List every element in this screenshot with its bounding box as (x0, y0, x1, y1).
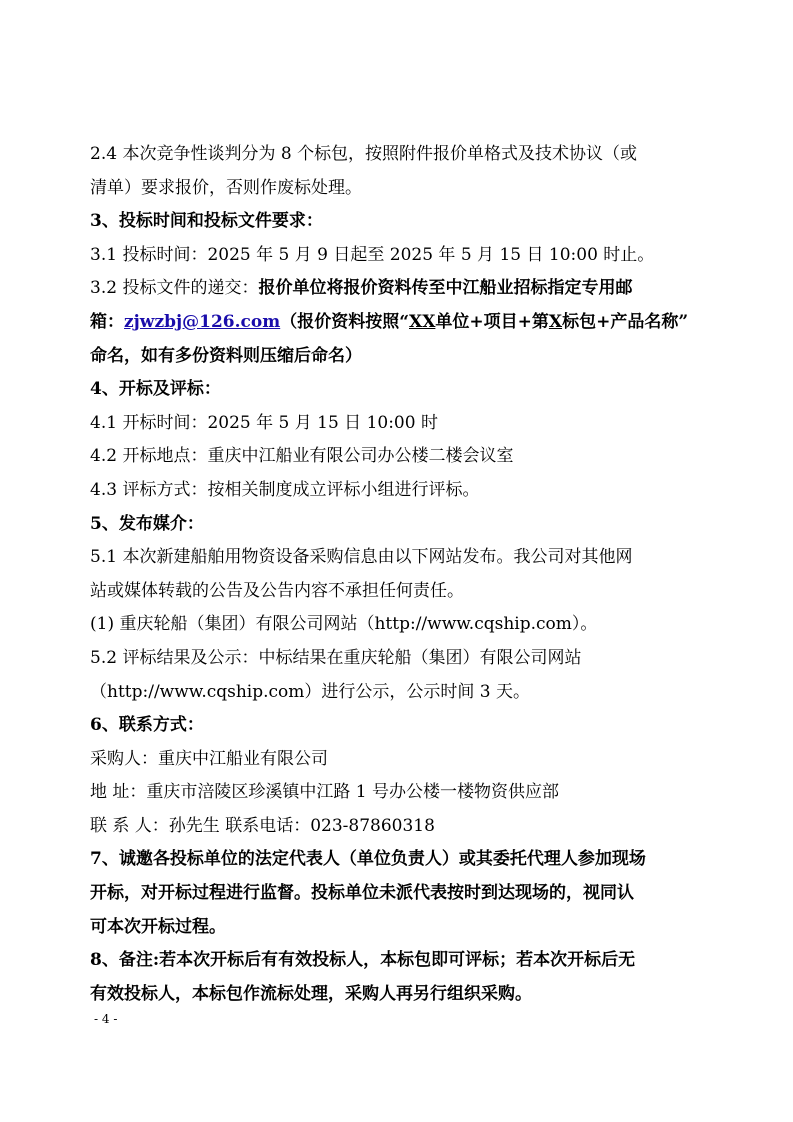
s32-line2-c: 标包+产品名称” (562, 311, 689, 332)
text-line: 可本次开标过程。 (90, 916, 226, 937)
section-intro (90, 138, 710, 272)
text-line: 5、发布媒介： (90, 513, 204, 534)
text-line: 3.1 投标时间：2025 年 5 月 9 日起至 2025 年 5 月 15 日 10:00 时止。 (90, 244, 655, 265)
s32-xx: XX (409, 311, 436, 332)
text-line: 开标，对开标过程进行监督。投标单位未派代表按时到达现场的，视同认 (90, 883, 634, 904)
text-line: 7、诚邀各投标单位的法定代表人（单位负责人）或其委托代理人参加现场 (90, 849, 646, 870)
s32-line2-b: 单位+项目+第 (435, 311, 549, 332)
text-line: （http://www.cqship.com）进行公示，公示时间 3 天。 (90, 681, 531, 702)
text-line: 5.2 评标结果及公示：中标结果在重庆轮船（集团）有限公司网站 (90, 647, 582, 668)
s32-prefix: 3.2 投标文件的递交： (90, 278, 259, 299)
line-3-2-naming: 命名，如有多份资料则压缩后命名） (90, 345, 362, 366)
text-line: (1) 重庆轮船（集团）有限公司网站（http://www.cqship.com）。 (90, 614, 598, 635)
document-body (90, 138, 710, 1011)
email-link[interactable]: zjwzbj@126.com (124, 311, 281, 332)
text-line: 采购人：重庆中江船业有限公司 (90, 748, 328, 769)
text-line: 站或媒体转载的公告及公告内容不承担任何责任。 (90, 580, 464, 601)
text-line: 4.3 评标方式：按相关制度成立评标小组进行评标。 (90, 479, 480, 500)
text-line: 4.1 开标时间：2025 年 5 月 15 日 10:00 时 (90, 412, 438, 433)
text-line: 有效投标人，本标包作流标处理，采购人再另行组织采购。 (90, 983, 532, 1004)
line-3-2 (90, 272, 710, 306)
text-line: 2.4 本次竞争性谈判分为 8 个标包，按照附件报价单格式及技术协议（或 (90, 144, 638, 164)
line-3-2-email (90, 306, 710, 340)
section-rest (90, 373, 710, 1011)
text-line: 4.2 开标地点：重庆中江船业有限公司办公楼二楼会议室 (90, 446, 514, 467)
page-number: - 4 - (94, 1012, 118, 1026)
s32-bold: 报价单位将报价资料传至中江船业招标指定专用邮 (258, 278, 633, 299)
text-line: 4、开标及评标： (90, 379, 221, 400)
text-line: 6、联系方式： (90, 715, 204, 736)
text-line: 地 址：重庆市涪陵区珍溪镇中江路 1 号办公楼一楼物资供应部 (90, 782, 560, 803)
text-line: 8、备注:若本次开标后有有效投标人，本标包即可评标；若本次开标后无 (90, 950, 636, 971)
s32-line2-pre: 箱： (90, 311, 124, 332)
text-line: 清单）要求报价，否则作废标处理。 (90, 177, 362, 198)
text-line: 3、投标时间和投标文件要求： (90, 211, 323, 232)
s32-line2-a: （报价资料按照“ (280, 311, 409, 332)
s32-x: X (548, 311, 563, 332)
text-line: 5.1 本次新建船舶用物资设备采购信息由以下网站发布。我公司对其他网 (90, 547, 633, 568)
text-line: 联 系 人：孙先生 联系电话：023-87860318 (90, 815, 435, 836)
